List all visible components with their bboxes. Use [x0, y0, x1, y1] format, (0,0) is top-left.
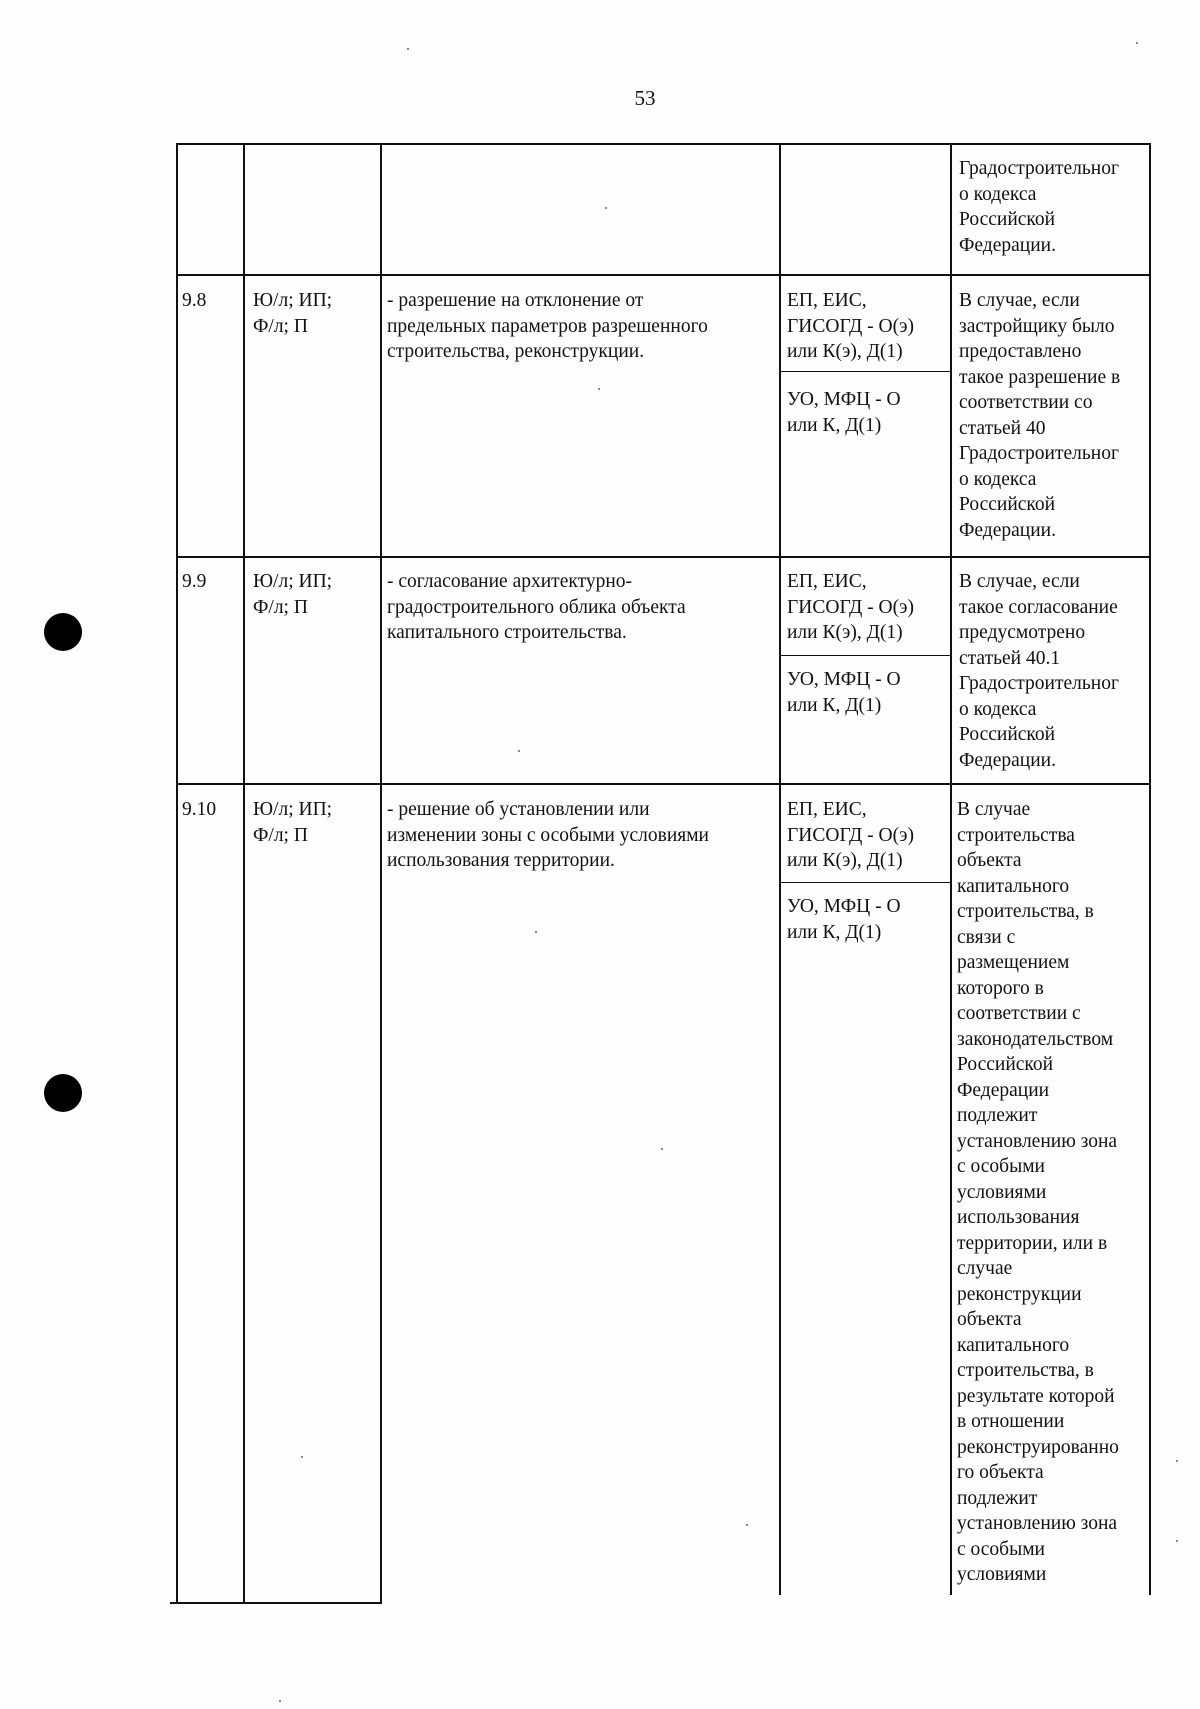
table-row-divider — [176, 274, 1151, 276]
applicant-types: Ю/л; ИП; Ф/л; П — [253, 290, 333, 337]
table-border-right — [1149, 143, 1151, 1595]
punch-hole-mark — [44, 1074, 82, 1112]
applicant-types: Ю/л; ИП; Ф/л; П — [253, 571, 333, 618]
punch-hole-mark — [44, 613, 82, 651]
scan-speck — [605, 207, 607, 209]
electronic-channels: ЕП, ЕИС, ГИСОГД - О(э) или К(э), Д(1) — [787, 290, 914, 362]
table-row-divider — [176, 783, 1151, 785]
table-row-divider — [176, 556, 1151, 558]
electronic-channels: ЕП, ЕИС, ГИСОГД - О(э) или К(э), Д(1) — [787, 799, 914, 871]
condition-cell: В случае, если застройщику было предоставлено такое разрешение в соответствии со статьей 40 Градостроительног о кодекса Российской Федерации. — [959, 290, 1121, 541]
table-column-divider — [950, 143, 952, 1595]
table-row-divider — [176, 143, 1151, 145]
service-description: - разрешение на отклонение от предельных параметров разрешенного строительства, реконструкции. — [387, 290, 708, 362]
table-column-divider — [380, 143, 382, 1604]
row-number: 9.8 — [182, 290, 207, 311]
channel-sub-divider — [779, 882, 951, 883]
row-number: 9.9 — [182, 571, 207, 592]
page-number: 53 — [634, 86, 656, 110]
table-column-divider — [779, 143, 781, 1595]
channel-sub-divider — [779, 371, 951, 372]
table-column-divider — [243, 143, 245, 1604]
service-description: - решение об установлении или изменении зоны с особыми условиями использования территории. — [387, 799, 709, 871]
scan-speck — [301, 1456, 303, 1458]
scan-speck — [407, 48, 409, 50]
table-border-left — [176, 143, 178, 1604]
scan-speck — [598, 388, 600, 390]
office-channels: УО, МФЦ - О или К, Д(1) — [787, 669, 901, 716]
scan-speck — [1176, 1460, 1178, 1462]
condition-cell: Градостроительног о кодекса Российской Федерации. — [959, 158, 1119, 256]
service-description: - согласование архитектурно- градостроительного облика объекта капитального строительства. — [387, 571, 686, 643]
condition-cell: В случае строительства объекта капитального строительства, в связи с размещением которого в соответствии с законодательством Российской Федерации подлежит установлению зона с особыми условиями использования территории, или в случае реконструкции объекта капитального строительства, в результате которой в отношении реконструированно го объекта подлежит установлению зона с особыми условиями — [957, 799, 1119, 1585]
table-bottom-partial-border — [170, 1602, 382, 1604]
scan-speck — [1176, 1540, 1178, 1542]
scan-speck — [746, 1524, 748, 1526]
electronic-channels: ЕП, ЕИС, ГИСОГД - О(э) или К(э), Д(1) — [787, 571, 914, 643]
office-channels: УО, МФЦ - О или К, Д(1) — [787, 896, 901, 943]
office-channels: УО, МФЦ - О или К, Д(1) — [787, 389, 901, 436]
scan-speck — [661, 1148, 663, 1150]
condition-cell: В случае, если такое согласование предусмотрено статьей 40.1 Градостроительног о кодекса Российской Федерации. — [959, 571, 1119, 771]
scan-speck — [279, 1700, 281, 1702]
applicant-types: Ю/л; ИП; Ф/л; П — [253, 799, 333, 846]
row-number: 9.10 — [182, 799, 217, 820]
scan-speck — [535, 931, 537, 933]
scan-speck — [518, 750, 520, 752]
channel-sub-divider — [779, 655, 951, 656]
scan-speck — [1136, 42, 1138, 44]
